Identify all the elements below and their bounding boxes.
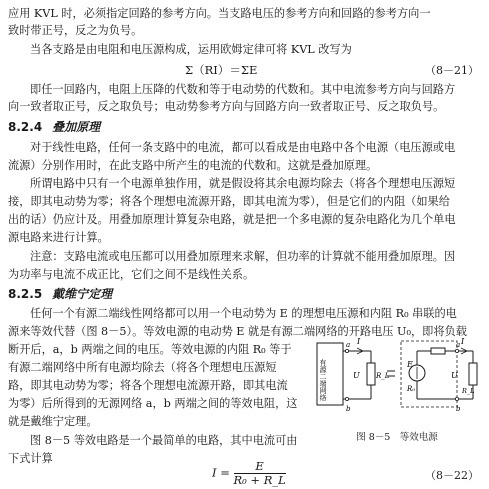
section-heading	[8, 120, 481, 135]
text-line: 就是戴维宁定理。	[8, 415, 98, 428]
load-resistor	[367, 363, 375, 385]
voltage-label: U	[353, 371, 360, 380]
load-label: R_L	[462, 387, 475, 395]
section-title: 叠加原理	[52, 120, 101, 134]
equation-8-21: Σ（RI）＝ΣE	[185, 63, 258, 77]
text-line: 出的话）仍应计及。用叠加原理计算复杂电路，就是把一个多电源的复杂电路化为几个单电	[8, 213, 456, 226]
load-resistor	[469, 363, 477, 385]
terminal-label: a	[456, 341, 461, 349]
terminal-b	[455, 397, 458, 400]
text-line: 有源二端网络中所有电源均除去（将各个理想电压源短	[8, 361, 277, 374]
terminal-b	[345, 397, 348, 400]
equation-lhs: I =	[212, 465, 230, 480]
text-line: 断开后，a，b 两端之间的电压。等效电源的内阻 R₀ 等于	[8, 343, 292, 356]
text-line: 向一致者取正号，反之取负号；电动势参考方向与回路方向一致者取正号、反之取负号。	[8, 100, 445, 113]
network-label: 有源二端网络	[319, 359, 327, 401]
fraction-denominator: R₀ + R_L	[233, 473, 286, 487]
equation-number: （8－22）	[425, 469, 479, 482]
voltage-label: U	[451, 371, 458, 380]
fraction-numerator: E	[234, 460, 286, 474]
current-label: I	[357, 337, 361, 346]
text-line: 下式计算	[8, 452, 53, 465]
equation-8-22	[212, 460, 286, 487]
load-label: R_L	[376, 372, 390, 380]
text-line: 源来等效代替（图 8－5）。等效电源的电动势 E 就是有源二端网络的开路电压 U₀，即将负载	[8, 325, 467, 338]
text-line: 源电路来进行计算。	[8, 231, 109, 244]
terminal-a	[455, 349, 458, 352]
section-title: 戴维宁定理	[52, 287, 113, 301]
terminal-label: b	[346, 405, 351, 413]
terminal-label: a	[346, 341, 351, 349]
text-line: 对于线性电路，任何一条支路中的电流，都可以看成是由电路中各个电源（电压源或电	[30, 141, 456, 154]
text-line: 致时带正号，反之为负号。	[8, 24, 143, 37]
text-line: 为功率与电流不成正比，它们之间不是线性关系。	[8, 268, 255, 281]
internal-resistance-label: R₀	[407, 385, 416, 393]
figure-8-5	[313, 329, 481, 447]
terminal-a	[345, 349, 348, 352]
fraction	[234, 460, 286, 487]
text-line: 为零）后所得到的无源网络 a，b 两端之间的等效电阻，这	[8, 397, 298, 410]
text-line: 接，即其电动势为零；将各个理想电流源开路，即其电流为零），但是它们的内阻（如果给	[8, 195, 450, 208]
text-line: 当各支路是由电阻和电压源构成，运用欧姆定律可将 KVL 改写为	[30, 43, 352, 56]
text-line: 注意：支路电流或电压都可以用叠加原理来求解，但功率的计算就不能用叠加原理。因	[30, 250, 456, 263]
section-heading	[8, 287, 481, 302]
section-number: 8.2.5	[8, 287, 43, 301]
internal-resistor	[431, 348, 445, 354]
section-number: 8.2.4	[8, 120, 43, 134]
circuit-diagram	[313, 329, 481, 429]
text-line: 所谓电路中只有一个电源单独作用，就是假设将其余电源均除去（将各个理想电压源短	[30, 177, 456, 190]
current-label: I	[461, 337, 465, 346]
text-line: 应用 KVL 时，必须指定回路的参考方向。当支路电压的参考方向和回路的参考方向一	[8, 7, 431, 20]
text-line: 路，即其电动势为零；将各个理想电流源开路，即其电流	[8, 379, 288, 392]
equation-number: （8－21）	[425, 64, 479, 77]
text-line: 图 8－5 等效电路是一个最简单的电路，其中电流可由	[30, 434, 298, 447]
text-line: 即任一回路内，电阻上压降的代数和等于电动势的代数和。其中电流参考方向与回路方	[30, 83, 456, 96]
figure-caption: 图 8－5 等效电源	[356, 432, 438, 443]
text-line: 任何一个有源二端线性网络都可以用一个电动势为 E 的理想电压源和内阻 R₀ 串联的电	[30, 307, 457, 320]
terminal-label: b	[456, 405, 461, 413]
text-line: 流源）分别作用时，在此支路中所产生的电流的代数和。这就是叠加原理。	[8, 159, 378, 172]
emf-label: E	[407, 360, 413, 369]
